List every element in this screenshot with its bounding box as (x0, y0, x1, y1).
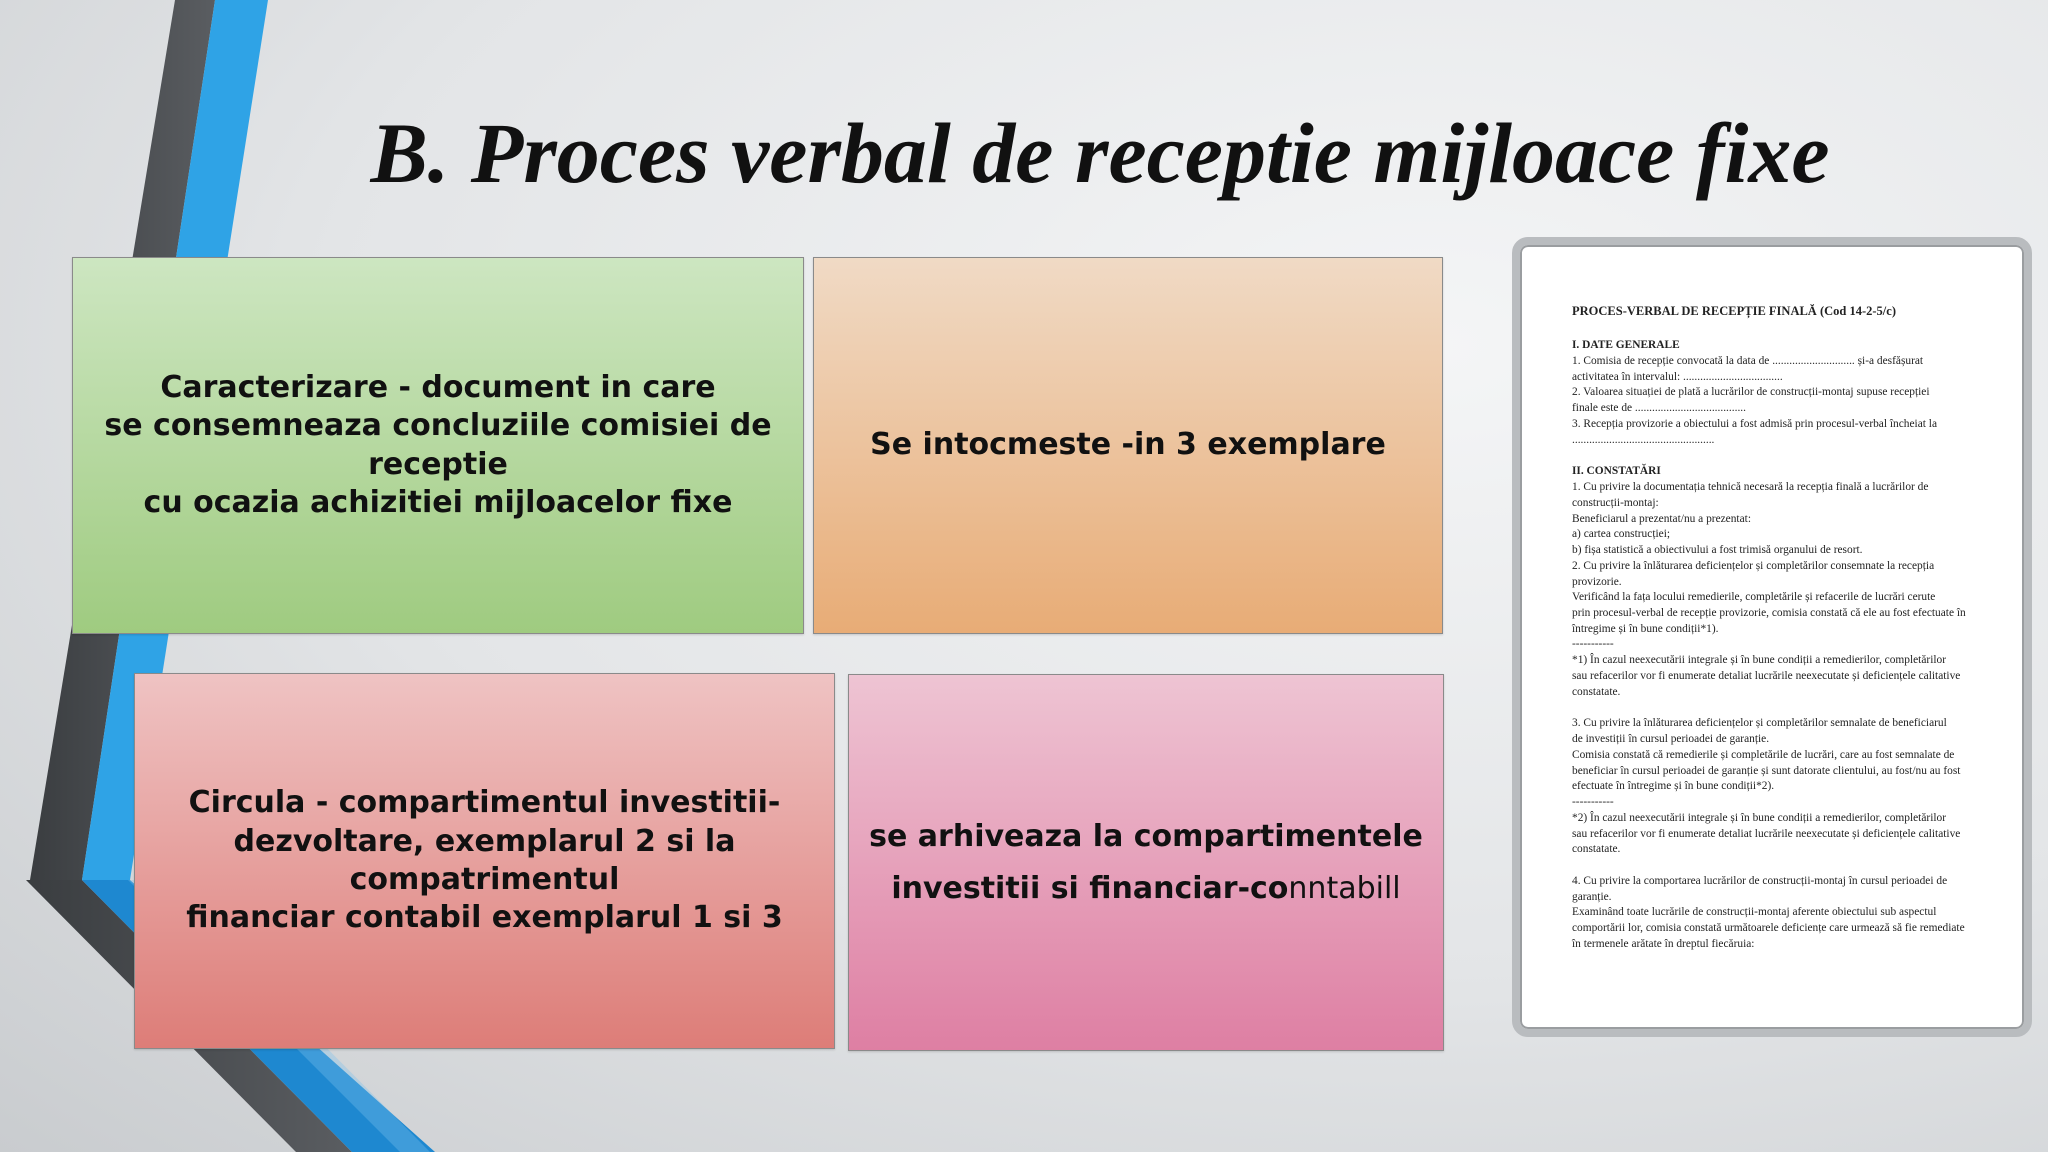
document-section-title: II. CONSTATĂRI (1572, 465, 1661, 478)
document-image (1572, 303, 2012, 953)
document-heading: PROCES-VERBAL DE RECEPȚIE FINALĂ (Cod 14-2-5/c) (1572, 304, 1896, 318)
document-line: beneficiar în cursul perioadei de garanție și sunt datorate clientului, au fost/nu au fost (1572, 764, 1961, 777)
archive-text-normal: nntabill (1288, 870, 1401, 906)
document-line: de investiții în cursul perioadei de garanție. (1572, 733, 1770, 746)
archive-text-line1: se arhiveaza la compartimentele (869, 818, 1423, 854)
document-line: 1. Cu privire la documentația tehnică necesară la recepția finală a lucrărilor de (1572, 481, 1929, 494)
document-line: 1. Comisia de recepție convocată la data de ............................. și-a desfășurat (1572, 354, 1924, 367)
document-line: *2) În cazul neexecutării integrale și în bune condiții a remedierilor, completărilor (1572, 811, 1947, 824)
document-line: provizorie. (1572, 575, 1622, 588)
copies-box (813, 257, 1443, 634)
circulation-text: Circula - compartimentul investitii- dezvoltare, exemplarul 2 si la compatrimentul financiar contabil exemplarul 1 si 3 (186, 785, 783, 936)
document-line: 3. Recepția provizorie a obiectului a fost admisă prin procesul-verbal încheiat la (1572, 417, 1937, 430)
archive-text-line2 (869, 863, 1423, 915)
document-line: *1) În cazul neexecutării integrale și în bune condiții a remedierilor, completărilor (1572, 654, 1947, 667)
document-line: efectuate în întregime și în bune condiții*2). (1572, 780, 1775, 793)
document-line: Verificând la fața locului remedierile, completările și refacerile de lucrări cerute (1572, 591, 1936, 604)
document-line: activitatea în intervalul: ................................... (1572, 370, 1783, 383)
characterization-box (72, 257, 804, 634)
document-section-title: I. DATE GENERALE (1572, 339, 1680, 352)
document-line: b) fișa statistică a obiectivului a fost trimisă organului de resort. (1572, 544, 1863, 557)
document-line: 3. Cu privire la înlăturarea deficiențelor și completărilor semnalate de beneficiarul (1572, 717, 1947, 730)
document-image-frame (1512, 237, 2032, 1037)
document-line: construcții-montaj: (1572, 496, 1659, 509)
archive-text-bold: investitii si financiar-co (891, 870, 1289, 906)
document-line: .................................................. (1572, 433, 1715, 446)
document-line: 2. Valoarea situației de plată a lucrărilor de construcții-montaj supuse recepției (1572, 386, 1930, 399)
slide-title: B. Proces verbal de receptie mijloace fixe (370, 105, 1830, 201)
document-line: prin procesul-verbal de recepție provizorie, comisia constată că ele au fost efectuate în (1572, 607, 1966, 619)
document-line: constatate. (1572, 843, 1621, 856)
document-line: Beneficiarul a prezentat/nu a prezentat: (1572, 512, 1751, 525)
document-line: finale este de ....................................... (1572, 402, 1746, 415)
copies-text: Se intocmeste -in 3 exemplare (870, 427, 1386, 463)
circulation-box (134, 673, 835, 1049)
document-line: sau refacerilor vor fi enumerate detaliat lucrările neexecutate și deficiențele calitative (1572, 827, 1961, 840)
document-line: a) cartea construcției; (1572, 528, 1671, 541)
document-line: 2. Cu privire la înlăturarea deficiențelor și completărilor consemnate la recepția (1572, 559, 1935, 572)
document-line: constatate. (1572, 685, 1621, 698)
document-line: Examinând toate lucrările de construcții-montaj aferente obiectului sub aspectul (1572, 906, 1937, 919)
document-line: garanție. (1572, 890, 1612, 903)
characterization-text: Caracterizare - document in care se consemneaza concluziile comisiei de receptie cu ocazia achizitiei mijloacelor fixe (104, 369, 772, 520)
document-line: în termenele arătate în dreptul fiecăruia: (1572, 937, 1755, 950)
document-line: întregime și în bune condiții*1). (1572, 622, 1719, 635)
document-line: ----------- (1572, 796, 1614, 809)
document-line: ----------- (1572, 638, 1614, 651)
archive-box (848, 674, 1444, 1051)
document-line: Comisia constată că remedierile și completările de lucrări, care au fost semnalate de (1572, 748, 1955, 761)
document-line: 4. Cu privire la comportarea lucrărilor de construcții-montaj în cursul perioadei de (1572, 875, 1948, 888)
document-line: comportării lor, comisia constată următoarele deficiențe care urmează să fie remediate (1572, 922, 1965, 935)
document-line: sau refacerilor vor fi enumerate detaliat lucrările neexecutate și deficiențele calitative (1572, 669, 1961, 682)
